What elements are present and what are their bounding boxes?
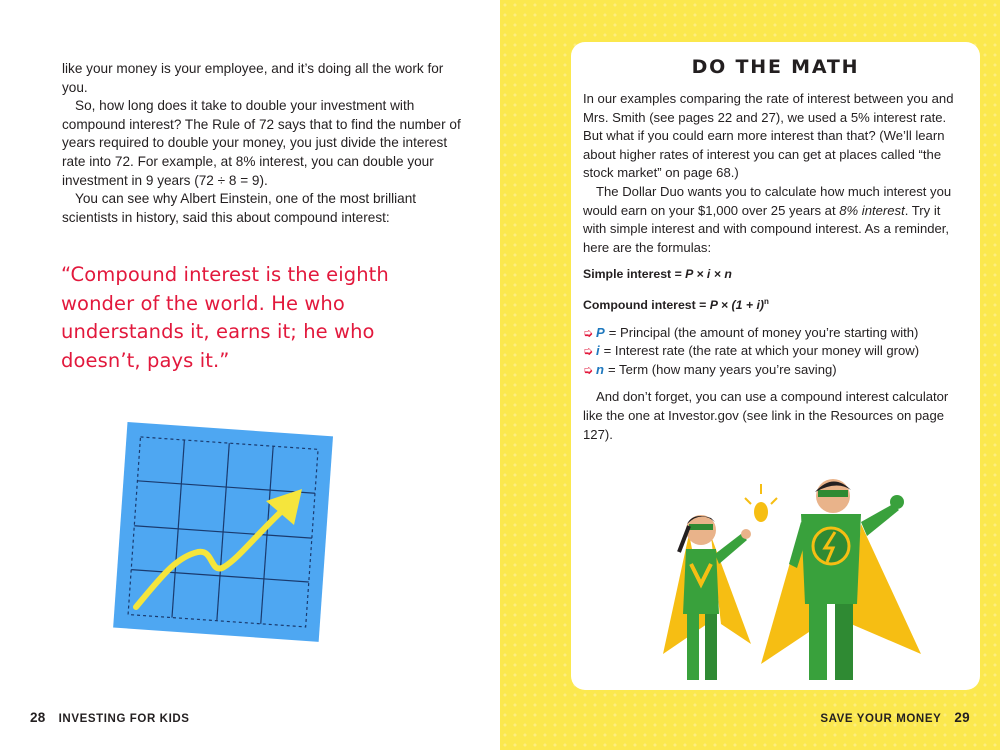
do-the-math-sidebar — [571, 42, 980, 690]
einstein-quote: “Compound interest is the eighth wonder of the world. He who understands it, earns it; he who doesn’t, pays it.” — [61, 263, 389, 372]
left-body-text — [62, 60, 462, 227]
formula-compound-label: Compound interest = — [583, 298, 710, 313]
variable-definitions — [583, 324, 965, 380]
definition-text: = Term (how many years you’re saving) — [608, 361, 837, 377]
definition-interest-rate — [583, 342, 965, 361]
paragraph-employee: like your money is your employee, and it’s doing all the work for you. — [62, 61, 444, 95]
paragraph-rule-of-72: So, how long does it take to double your investment with compound interest? The Rule of 72 says that to find the number of years required to double your money, you just divide the interest rate into 72. For example, at 8% interest, you can double your investment in 9 years (72 ÷ 8 = 9). — [62, 98, 461, 188]
right-footer — [820, 710, 970, 727]
definition-text: = Principal (the amount of money you’re starting with) — [608, 324, 919, 340]
paragraph-einstein: You can see why Albert Einstein, one of the most brilliant scientists in history, said this about compound interest: — [62, 191, 417, 225]
bullet-arrow-icon: ➭ — [583, 325, 594, 340]
rising-graph-illustration — [106, 417, 342, 649]
definition-principal — [583, 324, 965, 343]
book-title: INVESTING FOR KIDS — [58, 713, 190, 725]
formula-exponent: n — [763, 296, 769, 306]
sidebar-paragraph-calculator: And don’t forget, you can use a compound interest calculator like the one at Investor.gov (see link in the Resources on page 127). — [583, 389, 949, 442]
bullet-arrow-icon: ➭ — [583, 362, 594, 377]
variable-n: n — [596, 361, 604, 377]
formula-simple-label: Simple interest = — [583, 267, 686, 282]
para-emphasis: 8% interest — [839, 202, 905, 218]
page-number-left: 28 — [30, 710, 46, 725]
para-text-start: The Dollar Duo wants you to calculate how much interest you would earn on your $1,000 over 25 years at — [583, 183, 952, 218]
formula-simple — [583, 265, 965, 284]
definition-term — [583, 361, 965, 380]
sidebar-body — [583, 90, 965, 444]
sidebar-paragraph-dollar-duo — [583, 183, 965, 257]
para-text-end: . Try it with simple interest and with compound interest. As a reminder, here are the formulas: — [583, 202, 950, 255]
page-number-right: 29 — [954, 710, 970, 725]
formula-simple-expr: P × i × n — [685, 267, 732, 282]
sidebar-title: DO THE MATH — [691, 56, 860, 78]
definition-text: = Interest rate (the rate at which your money will grow) — [603, 343, 920, 359]
coin-icon — [745, 484, 777, 522]
variable-i: i — [596, 343, 600, 359]
female-hero — [663, 515, 751, 680]
bullet-arrow-icon: ➭ — [583, 344, 594, 359]
superheroes-illustration — [611, 474, 941, 690]
formula-compound — [583, 293, 965, 315]
variable-p: P — [596, 324, 605, 340]
left-footer — [30, 710, 190, 727]
sidebar-paragraph-intro: In our examples comparing the rate of interest between you and Mrs. Smith (see pages 22 and 27), we used a 5% interest rate. But what if you could earn more interest than that? (We’ll learn about higher rates of interest you can get at places called “the stock market” on page 68.) — [583, 91, 954, 181]
formula-compound-expr: P × (1 + i) — [709, 298, 764, 313]
male-hero — [761, 479, 921, 680]
chapter-title: SAVE YOUR MONEY — [820, 713, 942, 725]
